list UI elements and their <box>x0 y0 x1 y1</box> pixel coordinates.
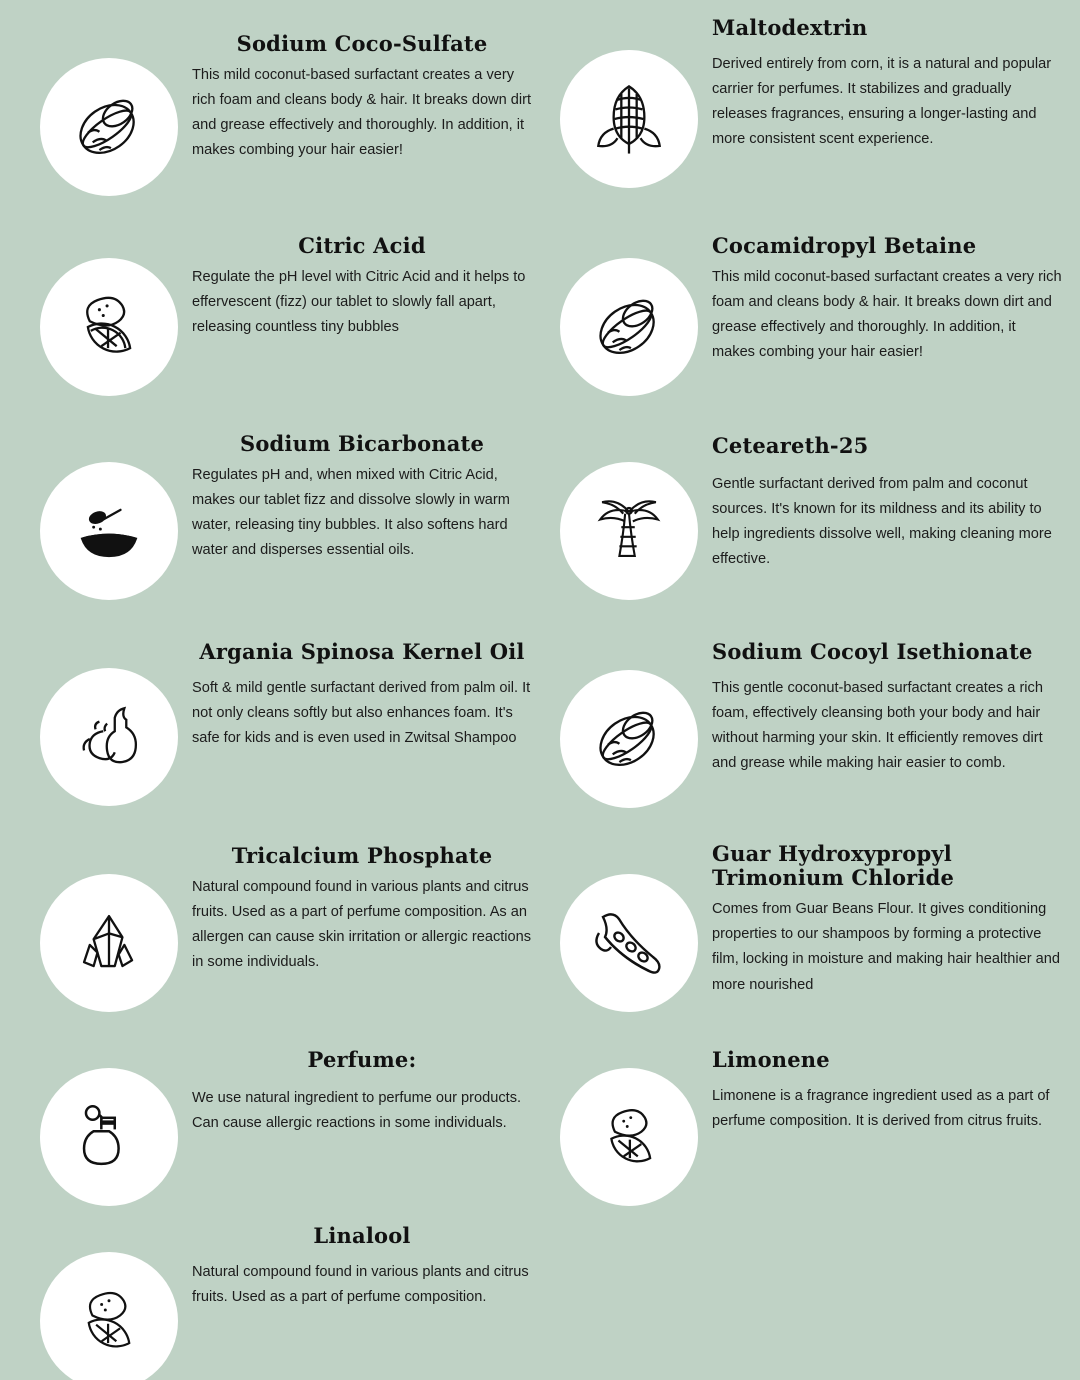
right-column <box>540 0 1080 1380</box>
ingredient-title: Argania Spinosa Kernel Oil <box>199 639 525 664</box>
ingredient-title: Citric Acid <box>298 233 426 258</box>
ingredient-title: Tricalcium Phosphate <box>231 843 493 868</box>
ingredient-title: Sodium Coco-Sulfate <box>236 31 488 56</box>
ingredient-description: We use natural ingredient to perfume our products. Can cause allergic reactions in some individuals. <box>192 1090 522 1132</box>
ingredient-title: Sodium Cocoyl Isethionate <box>712 639 1033 664</box>
ingredient-description: This gentle coconut-based surfactant creates a rich foam, effectively cleansing both your body and hair without harming your skin. It efficiently removes dirt and grease while making hair easier to comb. <box>712 680 1043 772</box>
lemon-slice-icon <box>40 258 178 396</box>
lemon-slice-icon <box>40 1252 178 1380</box>
ingredient-description: This mild coconut-based surfactant creates a very rich foam and cleans body & hair. It breaks down dirt and grease effectively and thoroughly. In addition, it makes combing your hair easier! <box>192 67 532 159</box>
ingredient-title: Guar Hydroxypropyl Trimonium Chloride <box>712 841 955 891</box>
ingredient-description: Regulate the pH level with Citric Acid and it helps to effervescent (fizz) our tablet to slowly fall apart, releasing countless tiny bubbles <box>192 269 526 336</box>
corn-icon <box>560 50 698 188</box>
ingredient-description: Gentle surfactant derived from palm and coconut sources. It's known for its mildness and its ability to help ingredients dissolve well, making cleaning more effective. <box>712 476 1052 568</box>
coconut-icon <box>40 58 178 196</box>
lemon-slice-icon <box>560 1068 698 1206</box>
coconut-icon <box>560 670 698 808</box>
palm-tree-icon <box>560 462 698 600</box>
ingredient-title: Linalool <box>313 1223 411 1248</box>
ingredient-description: Derived entirely from corn, it is a natural and popular carrier for perfumes. It stabilizes and gradually releases fragrances, ensuring a longer-lasting and more consistent scent experience. <box>712 56 1052 148</box>
ingredient-title: Maltodextrin <box>712 15 868 40</box>
guar-bean-pod-icon <box>560 874 698 1012</box>
ingredient-title: Sodium Bicarbonate <box>239 431 485 456</box>
bowl-and-spoon-icon <box>40 462 178 600</box>
ingredient-description: Comes from Guar Beans Flour. It gives conditioning properties to our shampoos by forming a protective film, locking in moisture and making hair healthier and more nourished <box>712 901 1060 993</box>
mineral-crystal-icon <box>40 874 178 1012</box>
ingredient-title: Limonene <box>712 1047 830 1072</box>
ingredient-title: Ceteareth-25 <box>712 433 869 458</box>
ingredient-description: Regulates pH and, when mixed with Citric Acid, makes our tablet fizz and dissolve slowly in warm water, releasing tiny bubbles. It also softens hard water and disperses essential oils. <box>192 467 510 559</box>
oil-bottle-icon <box>40 668 178 806</box>
ingredient-title: Perfume: <box>307 1047 417 1072</box>
ingredient-description: Natural compound found in various plants and citrus fruits. Used as a part of perfume composition. <box>192 1264 529 1306</box>
coconut-icon <box>560 258 698 396</box>
perfume-bottle-icon <box>40 1068 178 1206</box>
ingredient-description: Limonene is a fragrance ingredient used as a part of perfume composition. It is derived from citrus fruits. <box>712 1088 1050 1130</box>
ingredient-description: Soft & mild gentle surfactant derived from palm oil. It not only cleans softly but also enhances foam. It's safe for kids and is even used in Zwitsal Shampoo <box>192 680 531 747</box>
ingredient-description: This mild coconut-based surfactant creates a very rich foam and cleans body & hair. It breaks down dirt and grease effectively and thoroughly. In addition, it makes combing your hair easier! <box>712 269 1062 361</box>
ingredient-title: Cocamidropyl Betaine <box>712 233 977 258</box>
ingredient-description: Natural compound found in various plants and citrus fruits. Used as a part of perfume composition. As an allergen can cause skin irritation or allergic reactions in some individuals. <box>192 879 532 971</box>
